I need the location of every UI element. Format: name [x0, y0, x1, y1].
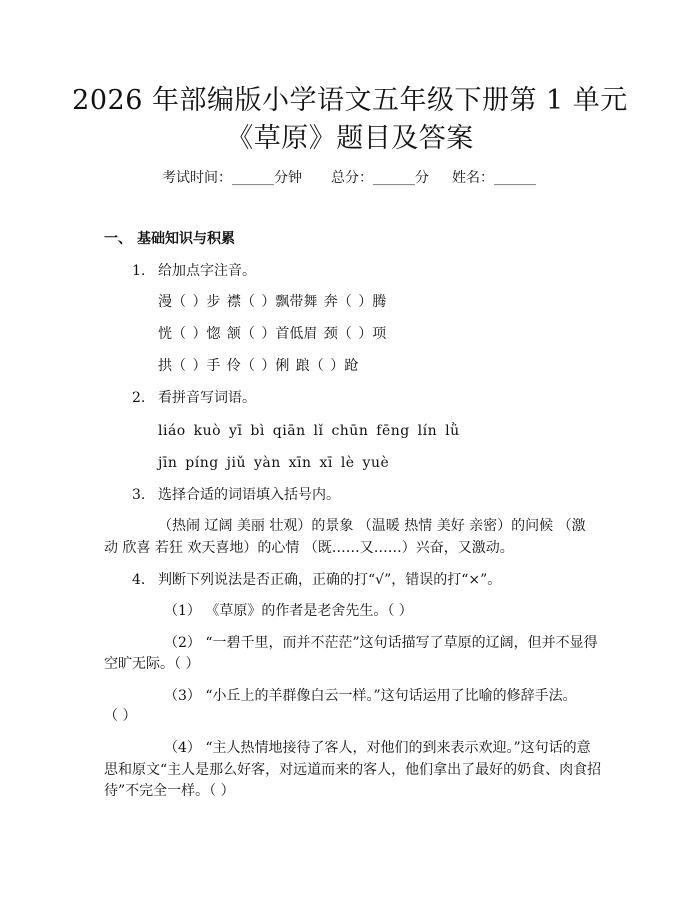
judgment-item: （2） “一碧千里，而并不茫茫”这句话描写了草原的辽阔，但并不显得 [164, 635, 598, 651]
judgment-item-continued: 思和原文“主人是那么好客，对远道而来的客人，他们拿出了最好的奶食、肉食招 [104, 762, 602, 778]
question-number: 1. [132, 263, 146, 279]
question-text: 给加点字注音。 [158, 263, 256, 279]
section-heading: 基础知识与积累 [137, 231, 235, 247]
document-title-line2: 《草原》题目及答案 [226, 123, 474, 154]
exam-name-field: 姓名：______ [452, 170, 536, 186]
judgment-item: （1） 《草原》的作者是老舍先生。（ ） [164, 603, 413, 619]
exam-score-field: 总分：______分 [331, 170, 429, 186]
judgment-item: （4） “主人热情地接待了客人，对他们的到来表示欢迎。”这句话的意 [164, 740, 591, 756]
question-number: 3. [132, 487, 146, 503]
question-text: 看拼音写词语。 [158, 390, 256, 406]
document-title-line1: 2026 年部编版小学语文五年级下册第 1 单元 [72, 85, 628, 116]
judgment-item: （3） “小丘上的羊群像白云一样。”这句话运用了比喻的修辞手法。 [164, 688, 577, 704]
question-text: 判断下列说法是否正确，正确的打“√”，错误的打“×”。 [158, 572, 502, 588]
word-choice-paragraph: （热闹 辽阔 美丽 壮观）的景象 （温暖 热情 美好 亲密）的问候 （激 [158, 518, 586, 534]
question-number: 4. [132, 572, 146, 588]
question-text: 选择合适的词语填入括号内。 [158, 487, 340, 503]
pinyin-annotation-line: 拱（ ）手 伶（ ）俐 踉（ ）跄 [158, 358, 359, 374]
judgment-item-continued: 待”不完全一样。（ ） [104, 783, 235, 799]
pinyin-line: jīn píng jiǔ yàn xīn xī lè yuè [158, 455, 390, 471]
pinyin-annotation-line: 漫（ ）步 襟（ ）飘带舞 奔（ ）腾 [158, 294, 387, 310]
pinyin-line: liáo kuò yī bì qiān lǐ chūn fēng lín lǜ [158, 423, 460, 439]
judgment-item-continued: （ ） [104, 708, 137, 724]
judgment-item-continued: 空旷无际。（ ） [104, 656, 200, 672]
section-number: 一、 [104, 231, 132, 247]
exam-time-field: 考试时间：______分钟 [162, 170, 302, 186]
pinyin-annotation-line: 恍（ ）惚 颔（ ）首低眉 颈（ ）项 [158, 326, 387, 342]
word-choice-paragraph: 动 欣喜 若狂 欢天喜地）的心情 （既……又……）兴奋，又激动。 [104, 540, 514, 556]
question-number: 2. [132, 390, 146, 406]
